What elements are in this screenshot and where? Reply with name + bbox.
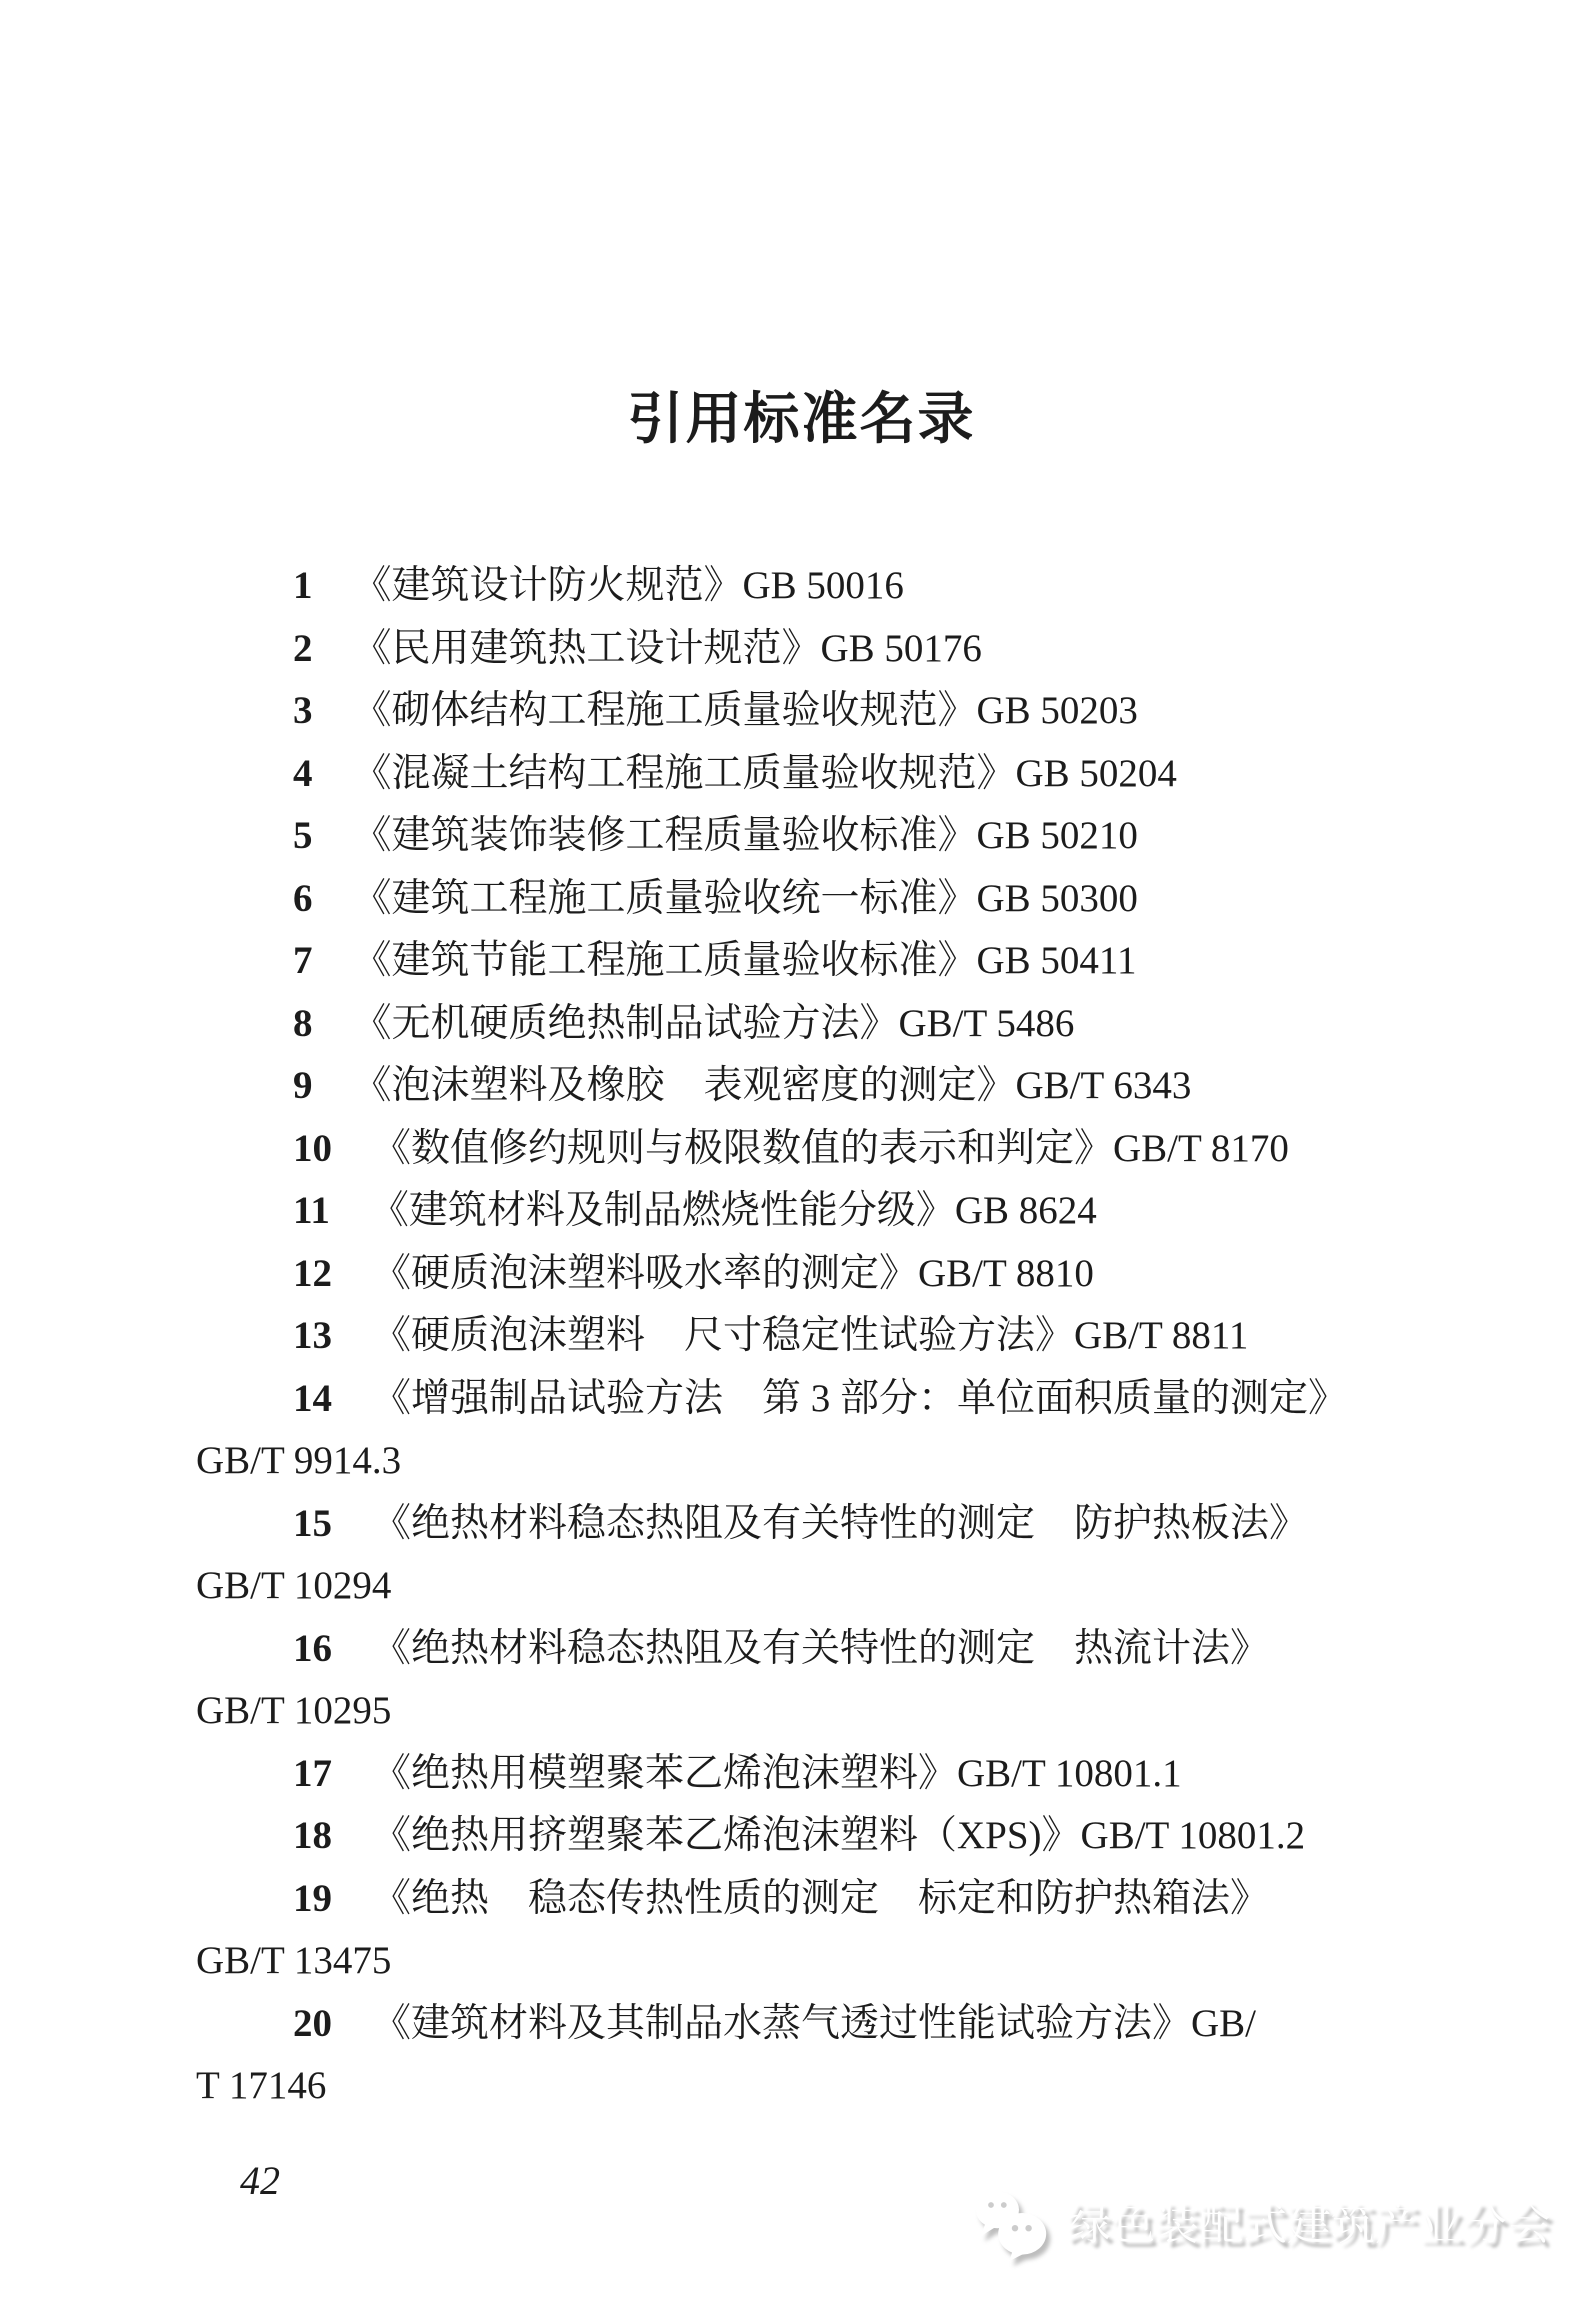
standard-text: 《建筑节能工程施工质量验收标准》GB 50411 — [352, 939, 1137, 982]
standard-item — [196, 1618, 1407, 1681]
standard-item-continuation: GB/T 10295 — [196, 1689, 392, 1732]
standard-item — [196, 1180, 1407, 1243]
page-title: 引用标准名录 — [627, 389, 976, 451]
standard-item-continuation: GB/T 13475 — [196, 1939, 392, 1982]
standard-text: 《数值修约规则与极限数值的表示和判定》GB/T 8170 — [372, 1126, 1289, 1170]
standard-item — [196, 1805, 1407, 1868]
standard-item — [196, 1493, 1407, 1556]
standard-text: 《绝热材料稳态热阻及有关特性的测定 防护热板法》 — [372, 1501, 1309, 1545]
standard-text: 《硬质泡沫塑料 尺寸稳定性试验方法》GB/T 8811 — [372, 1314, 1249, 1357]
standard-number: 6 — [293, 876, 313, 920]
standard-item — [196, 1305, 1407, 1368]
standard-number: 16 — [293, 1626, 332, 1670]
standard-number: 9 — [293, 1064, 313, 1107]
standard-item — [196, 618, 1407, 681]
standard-item — [196, 1118, 1407, 1181]
standard-text: 《绝热材料稳态热阻及有关特性的测定 热流计法》 — [372, 1626, 1270, 1670]
standard-item — [196, 1055, 1407, 1118]
standard-item — [196, 1868, 1407, 1931]
wechat-icon — [971, 2188, 1051, 2262]
standard-number: 8 — [293, 1001, 313, 1045]
standard-item — [196, 1368, 1407, 1431]
standard-text: 《增强制品试验方法 第 3 部分：单位面积质量的测定》 — [372, 1376, 1348, 1420]
standard-number: 5 — [293, 814, 313, 857]
standard-number: 2 — [293, 626, 313, 670]
standard-number: 17 — [293, 1751, 332, 1795]
standard-text: 《绝热用模塑聚苯乙烯泡沫塑料》GB/T 10801.1 — [372, 1751, 1182, 1795]
standard-number: 11 — [293, 1189, 330, 1232]
standard-text: 《建筑装饰装修工程质量验收标准》GB 50210 — [352, 814, 1138, 857]
standard-text: 《硬质泡沫塑料吸水率的测定》GB/T 8810 — [372, 1251, 1094, 1295]
standard-number: 1 — [293, 564, 313, 607]
standard-number: 19 — [293, 1876, 332, 1920]
standard-number: 15 — [293, 1501, 332, 1545]
wechat-watermark — [971, 2188, 1551, 2262]
standard-text: 《绝热 稳态传热性质的测定 标定和防护热箱法》 — [372, 1876, 1270, 1920]
standard-item — [196, 930, 1407, 993]
page-number: 42 — [240, 2157, 280, 2203]
standard-item-continuation: GB/T 9914.3 — [196, 1439, 402, 1482]
standard-item — [196, 993, 1407, 1056]
standard-text: 《民用建筑热工设计规范》GB 50176 — [352, 626, 982, 670]
standard-number: 3 — [293, 689, 313, 732]
standard-number: 4 — [293, 751, 313, 795]
standard-item-continuation: GB/T 10294 — [196, 1564, 392, 1607]
standard-text: 《建筑材料及其制品水蒸气透过性能试验方法》GB/ — [372, 2001, 1257, 2045]
standard-item — [196, 743, 1407, 806]
standard-item — [196, 1993, 1407, 2056]
standard-item — [196, 1743, 1407, 1806]
standard-text: 《混凝土结构工程施工质量验收规范》GB 50204 — [352, 751, 1177, 795]
standard-number: 14 — [293, 1376, 332, 1420]
standard-text: 《绝热用挤塑聚苯乙烯泡沫塑料（XPS)》GB/T 10801.2 — [372, 1814, 1306, 1857]
standard-number: 18 — [293, 1814, 332, 1857]
standard-text: 《建筑材料及制品燃烧性能分级》GB 8624 — [369, 1189, 1097, 1232]
standard-number: 12 — [293, 1251, 332, 1295]
watermark-text: 绿色装配式建筑产业分会 — [1067, 2200, 1551, 2249]
standard-item — [196, 1243, 1407, 1306]
standard-text: 《砌体结构工程施工质量验收规范》GB 50203 — [352, 689, 1138, 732]
standard-text: 《建筑设计防火规范》GB 50016 — [352, 564, 904, 607]
standard-text: 《建筑工程施工质量验收统一标准》GB 50300 — [352, 876, 1138, 920]
standard-item — [196, 680, 1407, 743]
standard-item-continuation: T 17146 — [196, 2064, 327, 2107]
standard-text: 《无机硬质绝热制品试验方法》GB/T 5486 — [352, 1001, 1075, 1045]
standard-number: 20 — [293, 2001, 332, 2045]
standards-list — [196, 555, 1407, 2118]
standard-number: 10 — [293, 1126, 332, 1170]
standard-text: 《泡沫塑料及橡胶 表观密度的测定》GB/T 6343 — [352, 1064, 1192, 1107]
standard-item — [196, 868, 1407, 931]
standard-number: 7 — [293, 939, 313, 982]
standard-item — [196, 805, 1407, 868]
standard-number: 13 — [293, 1314, 332, 1357]
standard-item — [196, 555, 1407, 618]
